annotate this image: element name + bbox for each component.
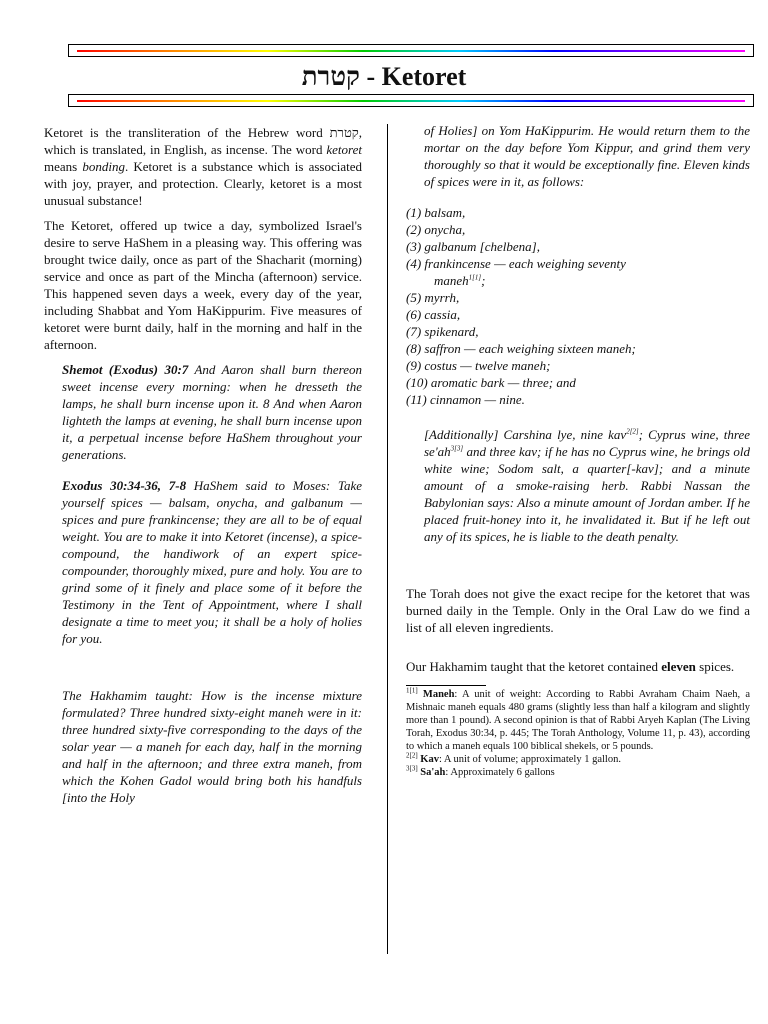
rainbow-line (77, 100, 745, 102)
additional-ingredients (406, 426, 750, 545)
text-run: means (44, 159, 83, 174)
rainbow-line (77, 50, 745, 52)
text-run: ; (481, 273, 486, 288)
text-run: (4) frankincense — each weighing seventy (406, 256, 626, 271)
footnotes (406, 688, 750, 779)
exodus-quote (44, 477, 362, 647)
list-item-continuation (406, 272, 750, 289)
title-separator: - (359, 62, 382, 91)
footnote-ref[interactable]: 3[3] (450, 444, 464, 453)
text-run: spices. (695, 659, 735, 674)
italic-term: bonding (82, 159, 125, 174)
text-run: [Additionally] Carshina lye, nine kav (424, 427, 627, 442)
footnote-3 (406, 766, 750, 779)
top-rainbow-border (68, 44, 754, 57)
footnote-term: Kav (420, 754, 439, 765)
column-divider (387, 124, 388, 954)
bottom-rainbow-border (68, 94, 754, 107)
intro-paragraph (44, 124, 362, 209)
text-run: . Ketoret is a substance which is associated with joy, prayer, and protection. Clearly, ketoret is a most unusual substance! (44, 159, 363, 208)
list-item: (8) saffron — each weighing sixteen maneh; (406, 341, 636, 356)
hakhamim-paragraph (406, 658, 750, 675)
footnote-term: Maneh (422, 689, 455, 700)
quote-reference: Shemot (Exodus) 30:7 (62, 362, 189, 377)
list-item: (9) costus — twelve maneh; (406, 358, 551, 373)
text-run: , which is translated, in English, as incense. The word (44, 125, 362, 157)
list-item: (2) onycha, (406, 222, 466, 237)
torah-paragraph: The Torah does not give the exact recipe for the ketoret that was burned daily in the Temple. Only in the Oral Law do we find a list of all eleven ingredients. (406, 586, 750, 635)
footnote-ref[interactable]: 1[1] (468, 273, 482, 282)
text-run: and three kav; if he has no Cyprus wine, he brings old white wine; Sodom salt, a quarter[-kav]; and a minute amount of a smoke-raising herb. Rabbi Nassan the Babylonian says: Also a minute amount of Jordan amber. If he placed fruit-honey into it, he invalidated it. But if he left out any of its spices, he is liable to the death penalty. (424, 444, 750, 544)
text-run: maneh (434, 273, 469, 288)
list-item: (3) galbanum [chelbena], (406, 239, 540, 254)
hebrew-word: קטרת (329, 125, 359, 140)
title-latin: Ketoret (381, 62, 467, 91)
list-item: (10) aromatic bark — three; and (406, 375, 576, 390)
footnote-separator (406, 685, 486, 686)
footnote-term: Sa'ah (420, 767, 446, 778)
italic-term: ketoret (326, 142, 362, 157)
quote-reference: Exodus 30:34-36, 7-8 (62, 478, 187, 493)
footnote-ref[interactable]: 2[2] (626, 427, 639, 436)
quote-text: HaShem said to Moses: Take yourself spices — balsam, onycha, and galbanum — spices and pure frankincense; they are all to be of equal weight. You are to make it into Ketoret (incense), a spice-compound, the handiwork of an expert spice-compounder, thoroughly mixed, pure and holy. You are to grind some of it finely and place some of it before the Testimony in the Tent of Appointment, where I shall designate a time to meet you; it shall be a holy of holies for you. (62, 478, 363, 646)
shemot-quote (44, 361, 362, 463)
bold-term: eleven (661, 659, 696, 674)
spice-list (406, 204, 750, 408)
list-item (406, 255, 750, 289)
text-run: Our Hakhamim taught that the ketoret contained (406, 659, 662, 674)
text-run: Ketoret is the transliteration of the Hebrew word (44, 125, 330, 140)
title-hebrew: קטרת (301, 62, 360, 91)
footnote-mark: 1[1] (406, 686, 418, 695)
right-column (406, 122, 750, 779)
footnote-mark: 2[2] (406, 751, 418, 760)
list-item: (6) cassia, (406, 307, 461, 322)
hakhamim-quote: The Hakhamim taught: How is the incense mixture formulated? Three hundred sixty-eight maneh were in it: three hundred sixty-five corresponding to the days of the solar year — a maneh for each day, half in the morning and half in the afternoon; and three extra maneh, from which the Kohen Gadol would bring both his handfuls [into the Holy (62, 688, 362, 805)
left-column (44, 124, 362, 806)
quote-continuation: of Holies] on Yom HaKippurim. He would return them to the mortar on the day before Yom Kippur, and grind them very thoroughly so that it would be exceptionally fine. Eleven kinds of spices were in it, as follows: (424, 123, 750, 189)
footnote-text: : Approximately 6 gallons (445, 767, 555, 778)
footnote-1 (406, 688, 750, 753)
list-item: (11) cinnamon — nine. (406, 392, 525, 407)
footnote-text: : A unit of volume; approximately 1 gallon. (438, 754, 621, 765)
list-item: (1) balsam, (406, 205, 466, 220)
footnote-text: : A unit of weight: According to Rabbi Avraham Chaim Naeh, a Mishnaic maneh equals 480 grams (slightly less than half a kilogram and slightly more than 1 pound). A second opinion is that of Rabbi Aryeh Kaplan (The Living Torah, Exodus 30:34, p. 445; The Torah Anthology, Volume 11, p. 43), according to which a maneh equals 100 biblical shekels, or 5 pounds. (406, 689, 750, 752)
offering-paragraph: The Ketoret, offered up twice a day, symbolized Israel's desire to serve HaShem in a pleasing way. This offering was brought twice daily, once as part of the Shacharit (morning) service and once as part of the Mincha (afternoon) service. This happened seven days a week, every day of the year, including Shabbat and Yom HaKippurim. Five measures of ketoret were burnt daily, half in the morning and half in the afternoon. (44, 218, 362, 352)
list-item: (7) spikenard, (406, 324, 479, 339)
footnote-mark: 3[3] (406, 764, 418, 773)
list-item: (5) myrrh, (406, 290, 460, 305)
footnote-2 (406, 753, 750, 766)
quote-text: And Aaron shall burn thereon sweet incense every morning: when he dresseth the lamps, he shall burn incense upon it. 8 And when Aaron lighteth the lamps at evening, he shall burn incense upon it, a perpetual incense before HaShem throughout your generations. (62, 362, 363, 462)
page-title (0, 60, 768, 94)
text-run: ; Cyprus wine, three se'ah (424, 427, 750, 459)
